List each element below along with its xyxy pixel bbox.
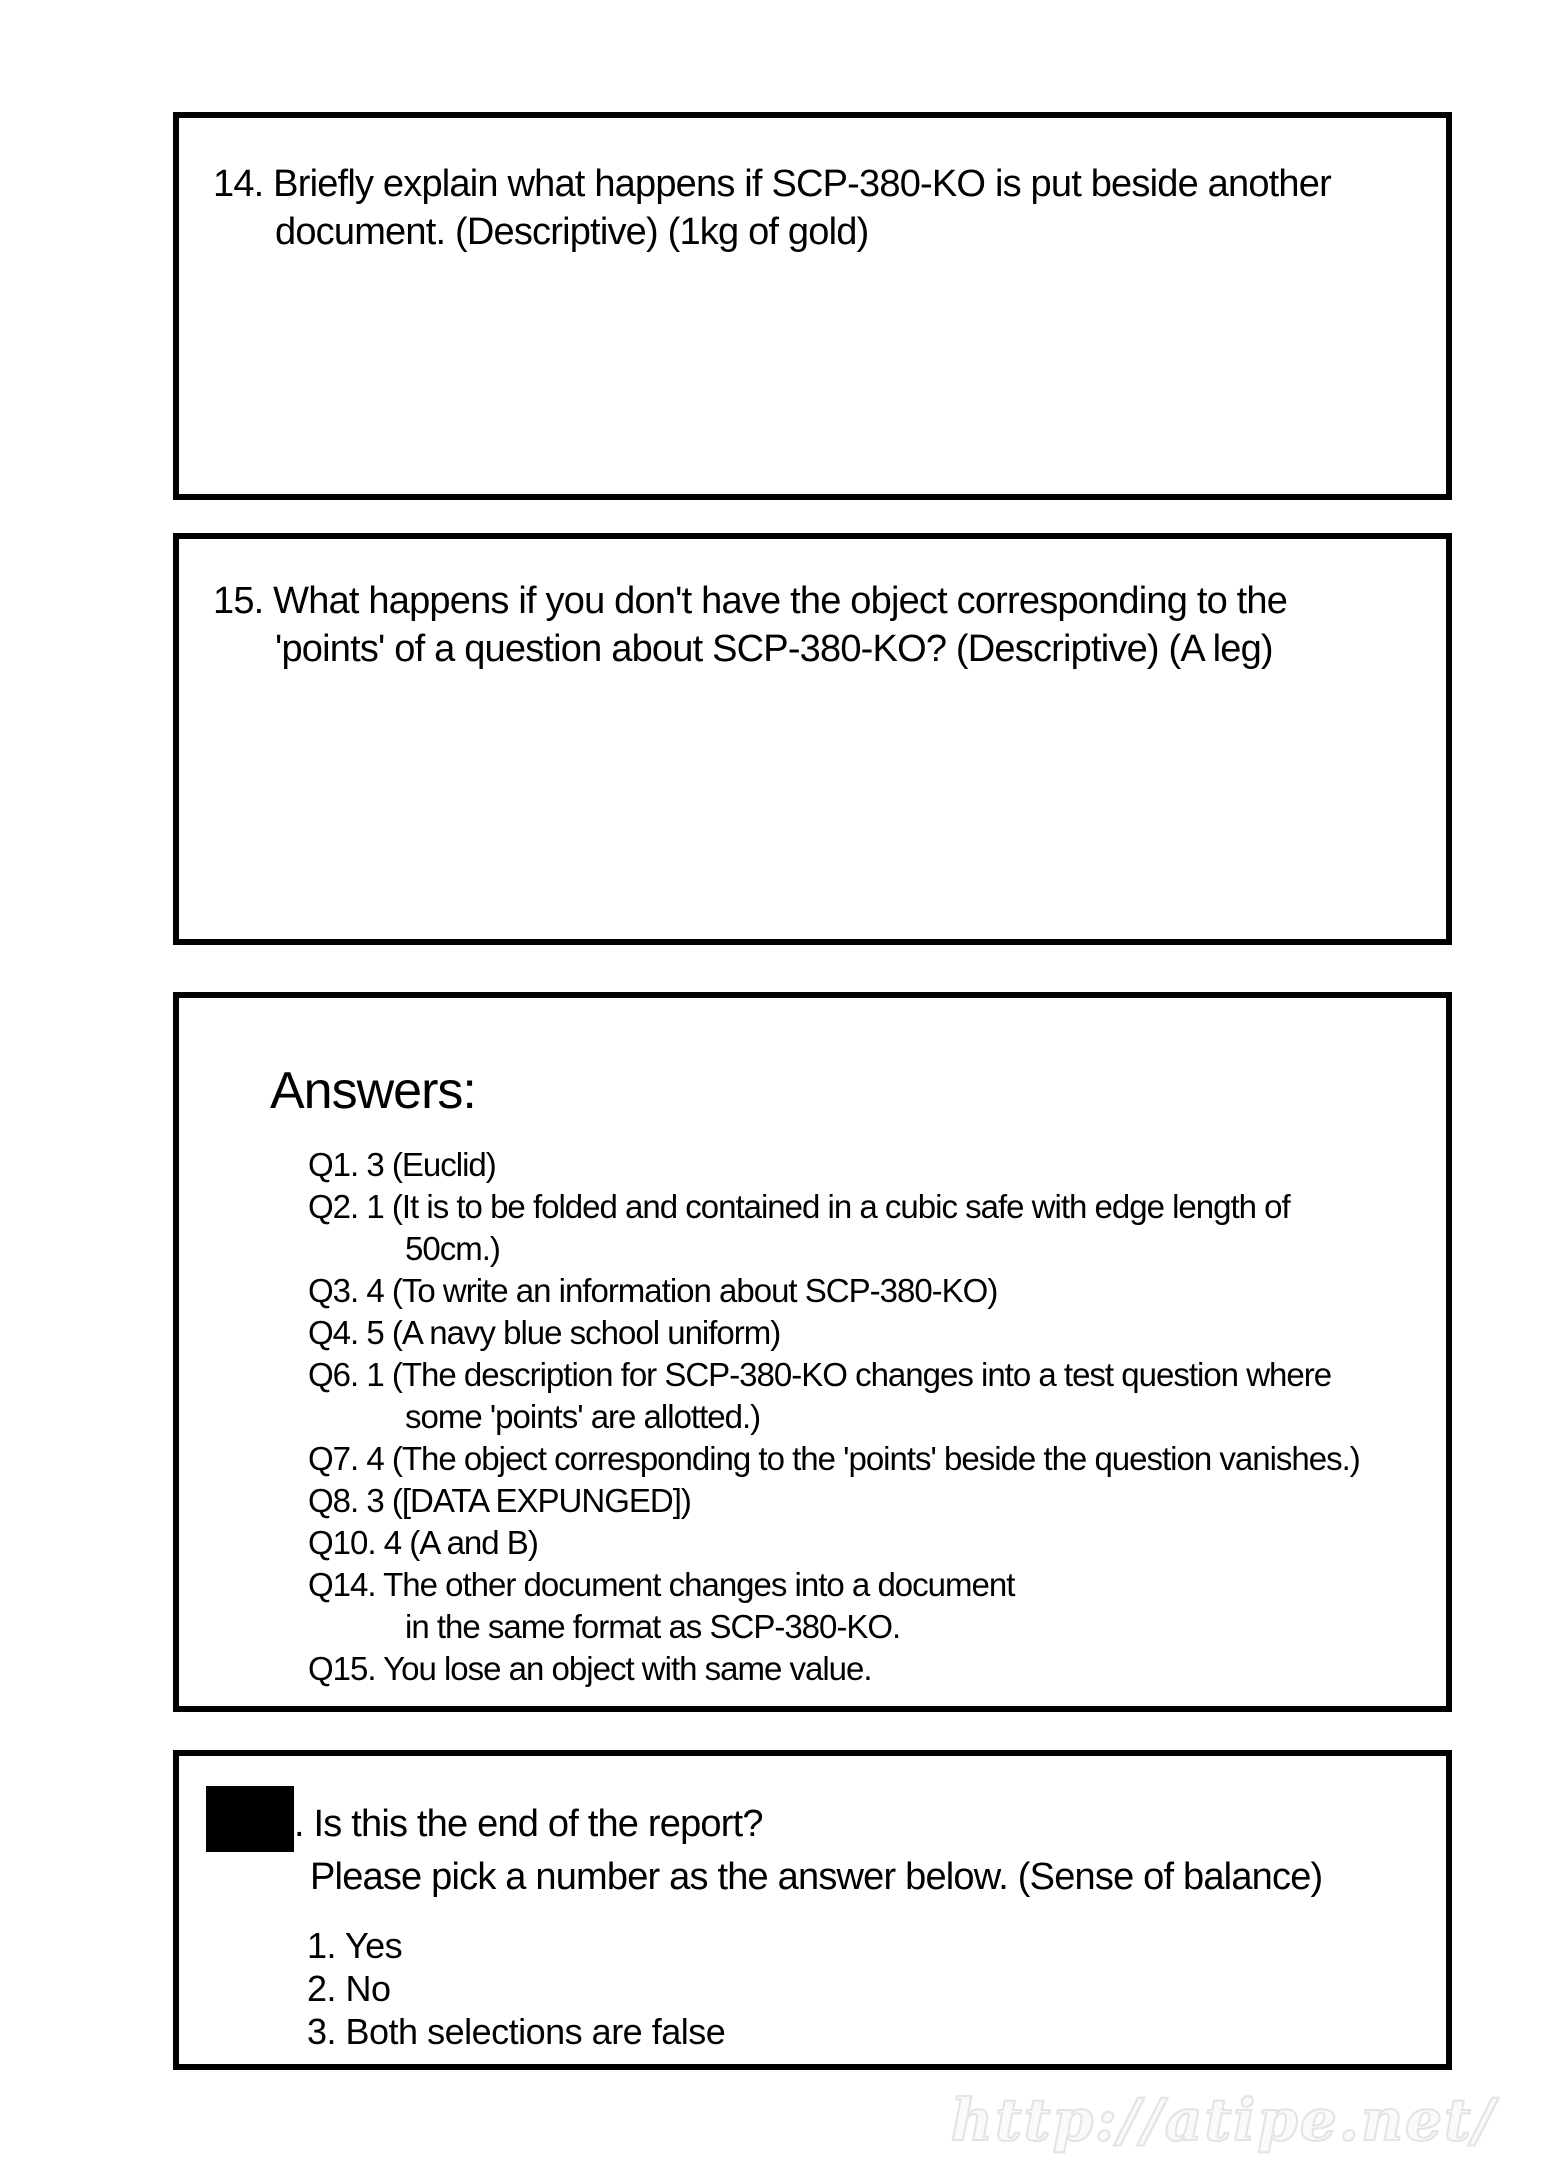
answer-line: Q1. 3 (Euclid) bbox=[308, 1146, 496, 1183]
final-question-options bbox=[307, 1924, 1434, 2053]
answer-line: Q15. You lose an object with same value. bbox=[308, 1650, 872, 1687]
question-line: 15. What happens if you don't have the object corresponding to the bbox=[213, 580, 1288, 622]
answer-line: Q2. 1 (It is to be folded and contained in a cubic safe with edge length of bbox=[308, 1188, 1290, 1225]
answer-line: Q4. 5 (A navy blue school uniform) bbox=[308, 1314, 781, 1351]
final-question-box bbox=[173, 1750, 1452, 2070]
question-line: 14. Briefly explain what happens if SCP-380-KO is put beside another bbox=[213, 163, 1331, 205]
final-question-line1 bbox=[206, 1786, 1434, 1852]
question-15-text bbox=[213, 577, 1434, 673]
answer-line: Q7. 4 (The object corresponding to the 'points' beside the question vanishes.) bbox=[308, 1440, 1360, 1477]
answer-line: Q10. 4 (A and B) bbox=[308, 1524, 538, 1561]
answers-heading: Answers: bbox=[270, 1062, 476, 1120]
answer-line: Q8. 3 ([DATA EXPUNGED]) bbox=[308, 1482, 691, 1519]
final-question-text: . Is this the end of the report? bbox=[294, 1803, 763, 1845]
answer-option: 3. Both selections are false bbox=[307, 2011, 726, 2052]
redacted-number-block bbox=[206, 1786, 294, 1852]
answer-line: in the same format as SCP-380-KO. bbox=[405, 1608, 901, 1645]
answer-line: 50cm.) bbox=[405, 1230, 500, 1267]
watermark: http://atipe.net/ bbox=[950, 2086, 1496, 2154]
question-line: document. (Descriptive) (1kg of gold) bbox=[275, 211, 869, 253]
answer-line: some 'points' are allotted.) bbox=[405, 1398, 761, 1435]
answers-list bbox=[308, 1144, 1434, 1690]
answer-option: 2. No bbox=[307, 1968, 391, 2009]
answer-line: Q3. 4 (To write an information about SCP-380-KO) bbox=[308, 1272, 998, 1309]
answer-option: 1. Yes bbox=[307, 1925, 403, 1966]
answer-line: Q14. The other document changes into a document bbox=[308, 1566, 1015, 1603]
final-question-instruction: Please pick a number as the answer below. (Sense of balance) bbox=[310, 1856, 1323, 1898]
question-15-box bbox=[173, 533, 1452, 945]
answers-box bbox=[173, 992, 1452, 1712]
question-line: 'points' of a question about SCP-380-KO? (Descriptive) (A leg) bbox=[275, 628, 1273, 670]
question-14-box bbox=[173, 112, 1452, 500]
answer-line: Q6. 1 (The description for SCP-380-KO changes into a test question where bbox=[308, 1356, 1332, 1393]
question-14-text bbox=[213, 160, 1434, 256]
